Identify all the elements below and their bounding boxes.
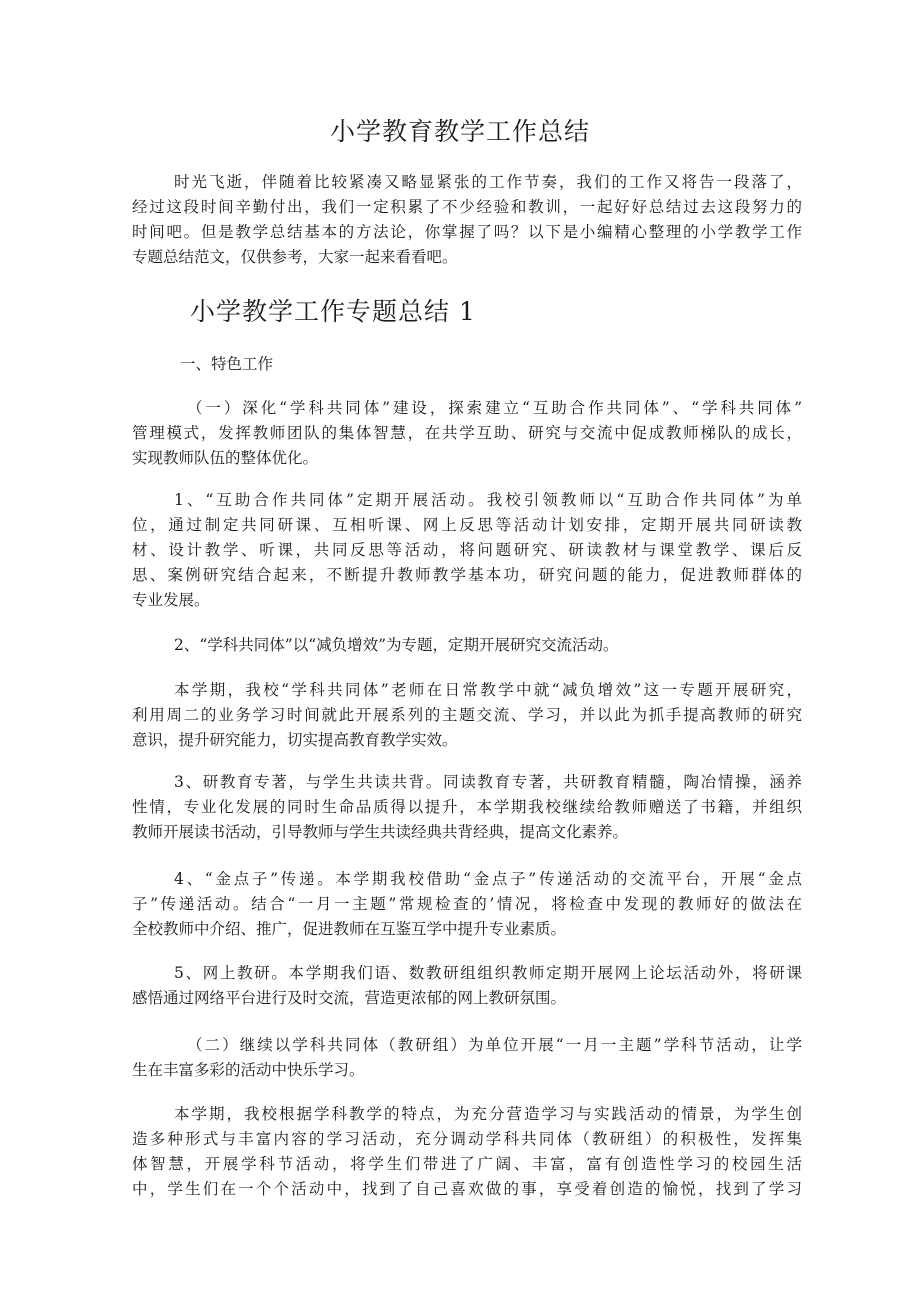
paragraph-2 [132,488,802,613]
paragraph-line: 生在丰富多彩的活动中快乐学习。 [132,1061,365,1079]
paragraph-line: （一）深化“学科共同体”建设，探索建立“互助合作共同体”、“学科共同体” [187,399,802,417]
intro-paragraph [132,170,802,270]
paragraph-5 [132,770,802,845]
paragraph-4 [132,678,802,753]
paragraph-line: 专题总结范文，仅供参考，大家一起来看看吧。 [132,248,458,266]
paragraph-line: 实现教师队伍的整体优化。 [132,449,319,467]
paragraph-line: 思、案例研究结合起来，不断提升教师教学基本功，研究问题的能力，促进教师群体的 [132,566,802,584]
paragraph-line: 经过这段时间辛勤付出，我们一定积累了不少经验和教训，一起好好总结过去这段努力的 [132,198,802,216]
paragraph-line: 3、研教育专著，与学生共读共背。同读教育专著，共研教育精髓，陶冶情操，涵养 [174,773,802,791]
paragraph-line: 意识，提升研究能力，切实提高教育教学实效。 [132,731,458,749]
paragraph-line: 教师开展读书活动，引导教师与学生共读经典共背经典，提高文化素养。 [132,823,629,841]
paragraph-6 [132,867,802,942]
paragraph-line: 5、网上教研。本学期我们语、数教研组组织教师定期开展网上论坛活动外，将研课 [174,964,802,982]
document-title: 小学教育教学工作总结 [329,117,590,146]
paragraph-line: （二）继续以学科共同体（教研组）为单位开展“一月一主题”学科节活动，让学 [187,1036,802,1054]
paragraph-3 [132,633,802,658]
paragraph-line: 利用周二的业务学习时间就此开展系列的主题交流、学习，并以此为抓手提高教师的研究 [132,706,802,724]
paragraph-8 [132,1033,802,1083]
paragraph-line: 感悟通过网络平台进行及时交流，营造更浓郁的网上教研氛围。 [132,989,567,1007]
paragraph-line: 造多种形式与丰富内容的学习活动，充分调动学科共同体（教研组）的积极性，发挥集 [132,1130,802,1148]
paragraph-line: 全校教师中介绍、推广，促进教师在互鉴互学中提升专业素质。 [132,920,567,938]
paragraph-line: 专业发展。 [132,591,210,609]
paragraph-line: 管理模式，发挥教师团队的集体智慧，在共学互助、研究与交流中促成教师梯队的成长， [132,424,802,442]
paragraph-line: 4、“金点子”传递。本学期我校借助“金点子”传递活动的交流平台，开展“金点 [174,870,802,888]
paragraph-line: 本学期，我校“学科共同体”老师在日常教学中就“减负增效”这一专题开展研究， [174,681,802,699]
paragraph-line: 位，通过制定共同研课、互相听课、网上反思等活动计划安排，定期开展共同研读教 [132,516,802,534]
section-title: 小学教学工作专题总结 1 [190,297,476,326]
section-subtitle: 一、特色工作 [180,355,274,373]
paragraph-1 [132,396,802,471]
paragraph-line: 1、“互助合作共同体”定期开展活动。我校引领教师以“互助合作共同体”为单 [174,491,802,509]
paragraph-line: 2、“学科共同体”以“减负增效”为专题，定期开展研究交流活动。 [174,636,619,654]
paragraph-7 [132,961,802,1011]
paragraph-line: 材、设计教学、听课，共同反思等活动，将问题研究、研读教材与课堂教学、课后反 [132,541,802,559]
paragraph-line: 子”传递活动。结合“一月一主题”常规检查的’情况，将检查中发现的教师好的做法在 [132,895,802,913]
paragraph-9 [132,1102,802,1202]
paragraph-line: 时光飞逝，伴随着比较紧凑又略显紧张的工作节奏，我们的工作又将告一段落了， [174,173,802,191]
paragraph-line: 中，学生们在一个个活动中，找到了自己喜欢做的事，享受着创造的愉悦，找到了学习 [132,1180,802,1198]
paragraph-line: 体智慧，开展学科节活动，将学生们带进了广阔、丰富，富有创造性学习的校园生活 [132,1155,802,1173]
paragraph-line: 性情，专业化发展的同时生命品质得以提升，本学期我校继续给教师赠送了书籍，并组织 [132,798,802,816]
paragraph-line: 本学期，我校根据学科教学的特点，为充分营造学习与实践活动的情景，为学生创 [174,1105,802,1123]
paragraph-line: 时间吧。但是教学总结基本的方法论，你掌握了吗？以下是小编精心整理的小学教学工作 [132,223,802,241]
